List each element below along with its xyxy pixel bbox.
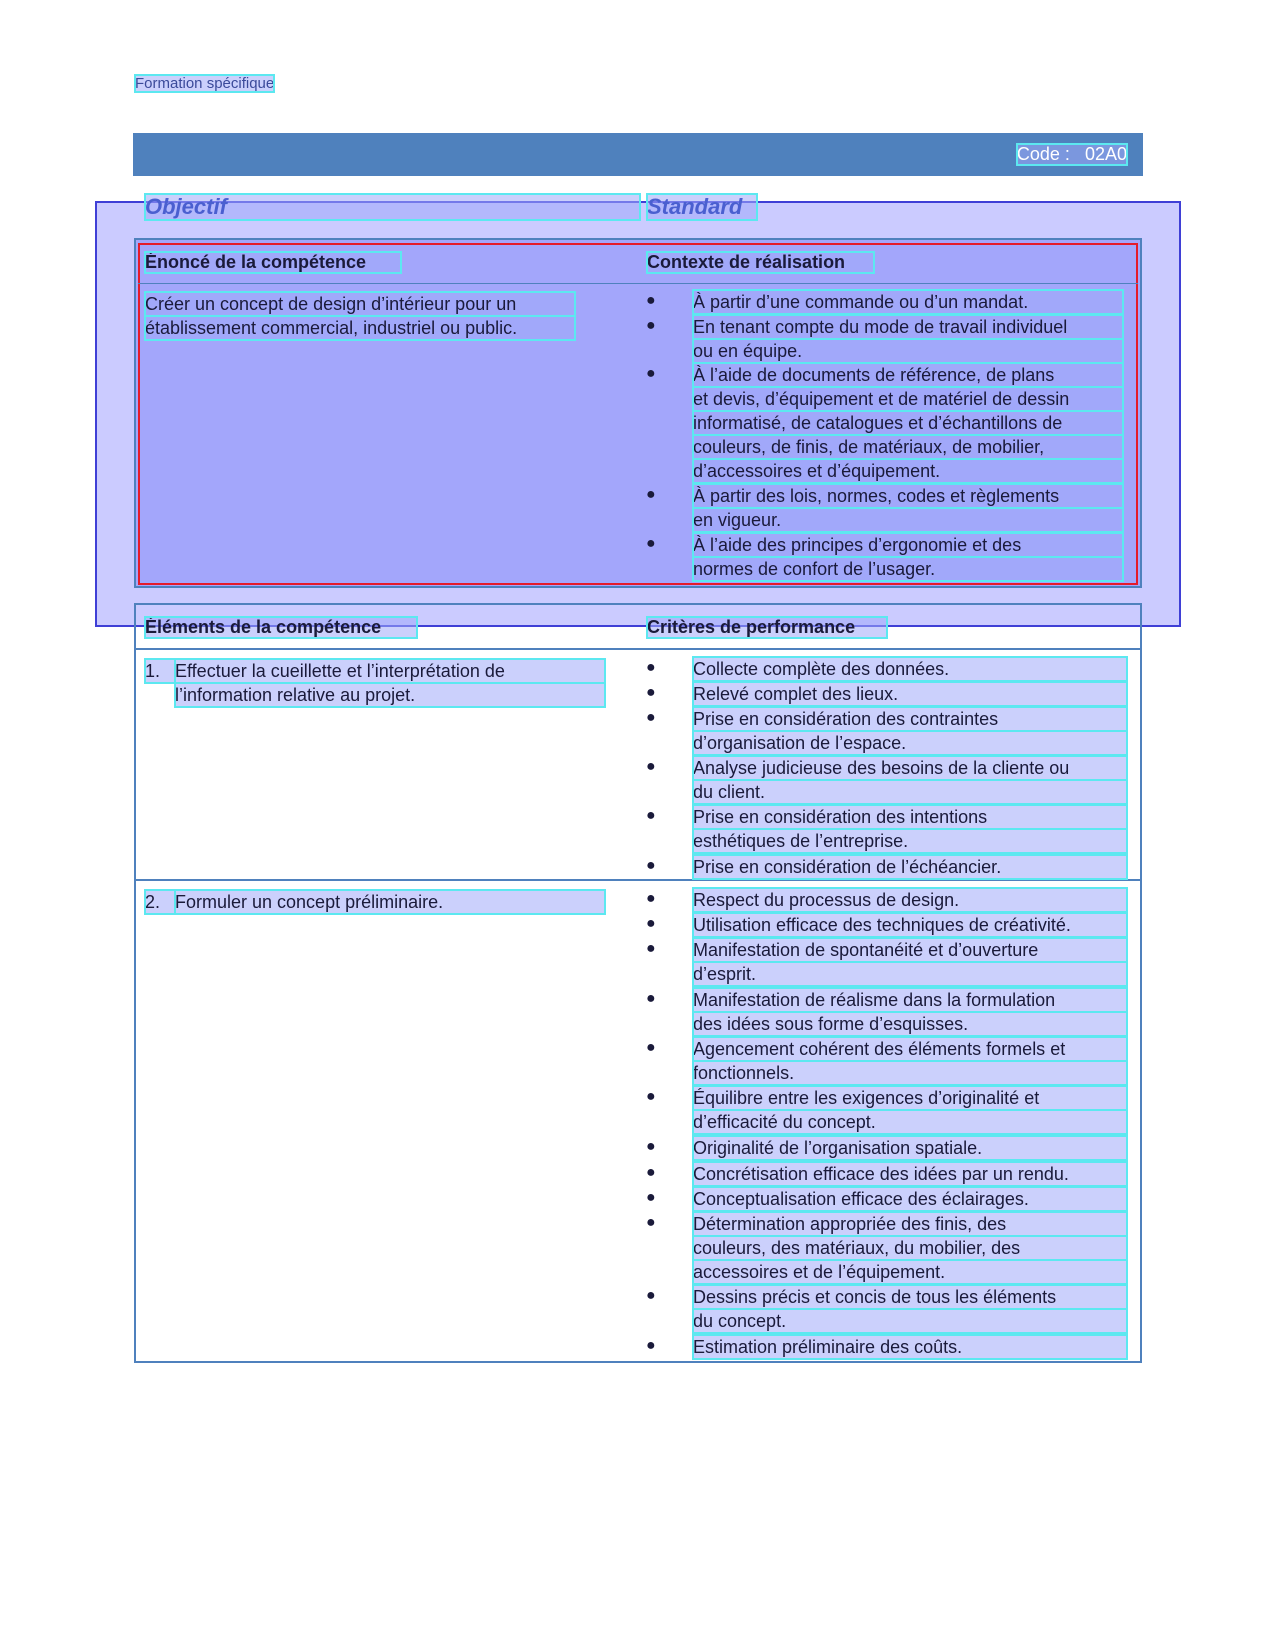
bullet-icon: ●	[646, 1138, 656, 1155]
code-label: Code :	[1016, 144, 1070, 164]
context-line: À partir des lois, normes, codes et règlements	[693, 484, 1123, 508]
criterion-line: Prise en considération des contraintes	[693, 707, 1127, 731]
bullet-icon: ●	[646, 1189, 656, 1206]
table-row-divider	[136, 879, 1140, 881]
criterion-line: Manifestation de spontanéité et d’ouverture	[693, 938, 1127, 962]
element-number: 2.	[145, 890, 175, 914]
context-column-header: Contexte de réalisation	[647, 252, 874, 273]
criterion-line: Détermination appropriée des finis, des	[693, 1212, 1127, 1236]
element-line: l’information relative au projet.	[175, 683, 605, 707]
element-line: Formuler un concept préliminaire.	[175, 890, 605, 914]
bullet-icon: ●	[646, 684, 656, 701]
bullet-icon: ●	[646, 1088, 656, 1105]
context-line: À partir d’une commande ou d’un mandat.	[693, 290, 1123, 314]
criterion-line: Dessins précis et concis de tous les éléments	[693, 1285, 1127, 1309]
bullet-icon: ●	[646, 940, 656, 957]
bullet-icon: ●	[646, 486, 656, 503]
criterion-line: Relevé complet des lieux.	[693, 682, 1127, 706]
context-line: normes de confort de l’usager.	[693, 557, 1123, 581]
table-header-divider	[138, 283, 1138, 284]
table-header-divider	[136, 648, 1140, 650]
context-line: À l’aide de documents de référence, de plans	[693, 363, 1123, 387]
bullet-icon: ●	[646, 890, 656, 907]
bullet-icon: ●	[646, 365, 656, 382]
criterion-line: d’efficacité du concept.	[693, 1110, 1127, 1134]
criterion-line: Respect du processus de design.	[693, 888, 1127, 912]
criterion-line: Conceptualisation efficace des éclairages.	[693, 1187, 1127, 1211]
bullet-icon: ●	[646, 758, 656, 775]
bullet-icon: ●	[646, 317, 656, 334]
statement-column-header: Énoncé de la compétence	[145, 252, 401, 273]
criterion-line: Prise en considération des intentions	[693, 805, 1127, 829]
criterion-line: couleurs, des matériaux, du mobilier, des	[693, 1236, 1127, 1260]
standard-heading: Standard	[647, 194, 757, 220]
bullet-icon: ●	[646, 807, 656, 824]
criterion-line: fonctionnels.	[693, 1061, 1127, 1085]
context-line: ou en équipe.	[693, 339, 1123, 363]
context-line: en vigueur.	[693, 508, 1123, 532]
element-line: Effectuer la cueillette et l’interprétation de	[175, 659, 605, 683]
bullet-icon: ●	[646, 1164, 656, 1181]
bullet-icon: ●	[646, 857, 656, 874]
context-line: couleurs, de finis, de matériaux, de mobilier,	[693, 435, 1123, 459]
competency-code-bar	[133, 133, 1143, 176]
bullet-icon: ●	[646, 659, 656, 676]
criterion-line: d’esprit.	[693, 962, 1127, 986]
context-line: En tenant compte du mode de travail individuel	[693, 315, 1123, 339]
bullet-icon: ●	[646, 709, 656, 726]
context-line: d’accessoires et d’équipement.	[693, 459, 1123, 483]
criterion-line: Manifestation de réalisme dans la formulation	[693, 988, 1127, 1012]
criterion-line: des idées sous forme d’esquisses.	[693, 1012, 1127, 1036]
criterion-line: d’organisation de l’espace.	[693, 731, 1127, 755]
criterion-line: Utilisation efficace des techniques de créativité.	[693, 913, 1127, 937]
criterion-line: Estimation préliminaire des coûts.	[693, 1335, 1127, 1359]
criterion-line: Analyse judicieuse des besoins de la cliente ou	[693, 756, 1127, 780]
bullet-icon: ●	[646, 1287, 656, 1304]
bullet-icon: ●	[646, 535, 656, 552]
bullet-icon: ●	[646, 990, 656, 1007]
criterion-line: du concept.	[693, 1309, 1127, 1333]
bullet-icon: ●	[646, 1337, 656, 1354]
document-header-title: Formation spécifique	[135, 75, 275, 92]
criterion-line: Collecte complète des données.	[693, 657, 1127, 681]
context-line: À l’aide des principes d’ergonomie et des	[693, 533, 1123, 557]
elements-column-header: Éléments de la compétence	[145, 617, 417, 638]
objective-heading: Objectif	[145, 194, 640, 220]
code-value: 02A0	[1084, 144, 1127, 164]
criteria-column-header: Critères de performance	[647, 617, 887, 638]
competency-code	[1017, 144, 1127, 165]
criterion-line: Agencement cohérent des éléments formels et	[693, 1037, 1127, 1061]
statement-line: Créer un concept de design d’intérieur pour un	[145, 292, 575, 316]
bullet-icon: ●	[646, 915, 656, 932]
criterion-line: accessoires et de l’équipement.	[693, 1260, 1127, 1284]
bullet-icon: ●	[646, 292, 656, 309]
bullet-icon: ●	[646, 1214, 656, 1231]
criterion-line: esthétiques de l’entreprise.	[693, 829, 1127, 853]
statement-line: établissement commercial, industriel ou public.	[145, 316, 575, 340]
context-line: et devis, d’équipement et de matériel de dessin	[693, 387, 1123, 411]
criterion-line: Originalité de l’organisation spatiale.	[693, 1136, 1127, 1160]
context-line: informatisé, de catalogues et d’échantillons de	[693, 411, 1123, 435]
bullet-icon: ●	[646, 1039, 656, 1056]
criterion-line: Prise en considération de l’échéancier.	[693, 855, 1127, 879]
element-number: 1.	[145, 659, 175, 683]
criterion-line: Concrétisation efficace des idées par un rendu.	[693, 1162, 1127, 1186]
criterion-line: du client.	[693, 780, 1127, 804]
criterion-line: Équilibre entre les exigences d’originalité et	[693, 1086, 1127, 1110]
